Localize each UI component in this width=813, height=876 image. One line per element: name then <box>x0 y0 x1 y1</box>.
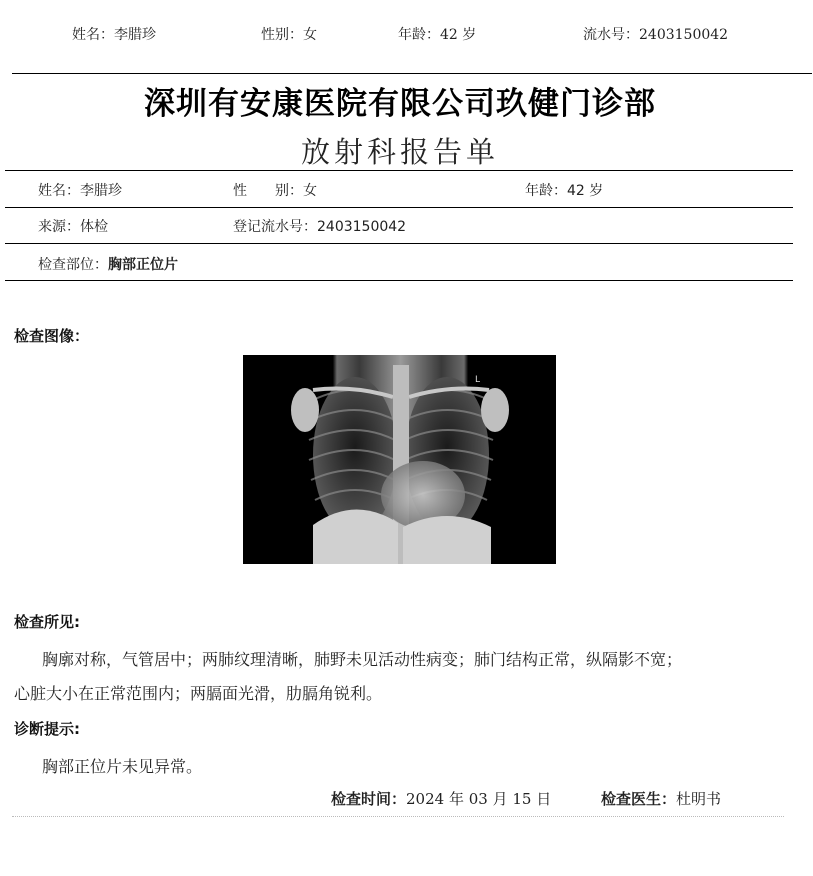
exam-time <box>331 788 551 809</box>
info-rule-2 <box>5 207 793 208</box>
header-age: 年龄：42 岁 <box>398 27 477 43</box>
patient-age-value: 42 岁 <box>567 183 604 199</box>
patient-source-label: 来源： <box>38 219 80 235</box>
exam-doctor-value: 杜明书 <box>676 790 722 808</box>
findings-line-2: 心脏大小在正常范围内；两膈面光滑，肋膈角锐利。 <box>14 684 383 703</box>
report-title: 放射科报告单 <box>300 135 499 169</box>
chest-xray-image <box>243 355 556 564</box>
header-serial: 流水号：2403150042 <box>583 27 729 43</box>
footer-divider <box>12 816 784 817</box>
header-name: 姓名：李腊珍 <box>72 27 156 43</box>
findings-label: 检查所见: <box>14 613 80 631</box>
patient-source <box>38 216 108 236</box>
header-divider <box>12 73 812 74</box>
patient-age-label: 年龄： <box>525 183 567 199</box>
patient-gender <box>233 180 317 200</box>
info-rule-3 <box>5 243 793 244</box>
patient-reg <box>233 216 406 236</box>
patient-name-value: 李腊珍 <box>80 183 122 199</box>
exam-time-label: 检查时间： <box>331 790 407 808</box>
xray-side-marker: L <box>475 375 481 385</box>
patient-part-value: 胸部正位片 <box>108 257 178 273</box>
hospital-name: 深圳有安康医院有限公司玖健门诊部 <box>144 86 656 122</box>
image-section-label: 检查图像： <box>14 327 90 345</box>
patient-gender-value: 女 <box>303 183 317 199</box>
patient-reg-value: 2403150042 <box>317 219 407 235</box>
patient-source-value: 体检 <box>80 219 108 235</box>
diagnosis-label: 诊断提示: <box>14 720 80 738</box>
exam-doctor <box>601 788 721 809</box>
patient-part <box>38 254 178 274</box>
diagnosis-text: 胸部正位片未见异常。 <box>42 757 203 776</box>
patient-name <box>38 180 122 200</box>
patient-age <box>525 180 603 200</box>
patient-gender-label: 性 别： <box>233 183 303 199</box>
patient-name-label: 姓名： <box>38 183 80 199</box>
info-rule-4 <box>5 280 793 281</box>
patient-reg-label: 登记流水号： <box>233 219 317 235</box>
patient-part-label: 检查部位： <box>38 257 108 273</box>
header-gender: 性别：女 <box>261 27 317 43</box>
exam-time-value: 2024 年 03 月 15 日 <box>406 790 552 808</box>
exam-doctor-label: 检查医生： <box>601 790 677 808</box>
info-rule-1 <box>5 170 793 171</box>
findings-line-1: 胸廓对称，气管居中；两肺纹理清晰，肺野未见活动性病变；肺门结构正常，纵隔影不宽； <box>42 650 683 669</box>
